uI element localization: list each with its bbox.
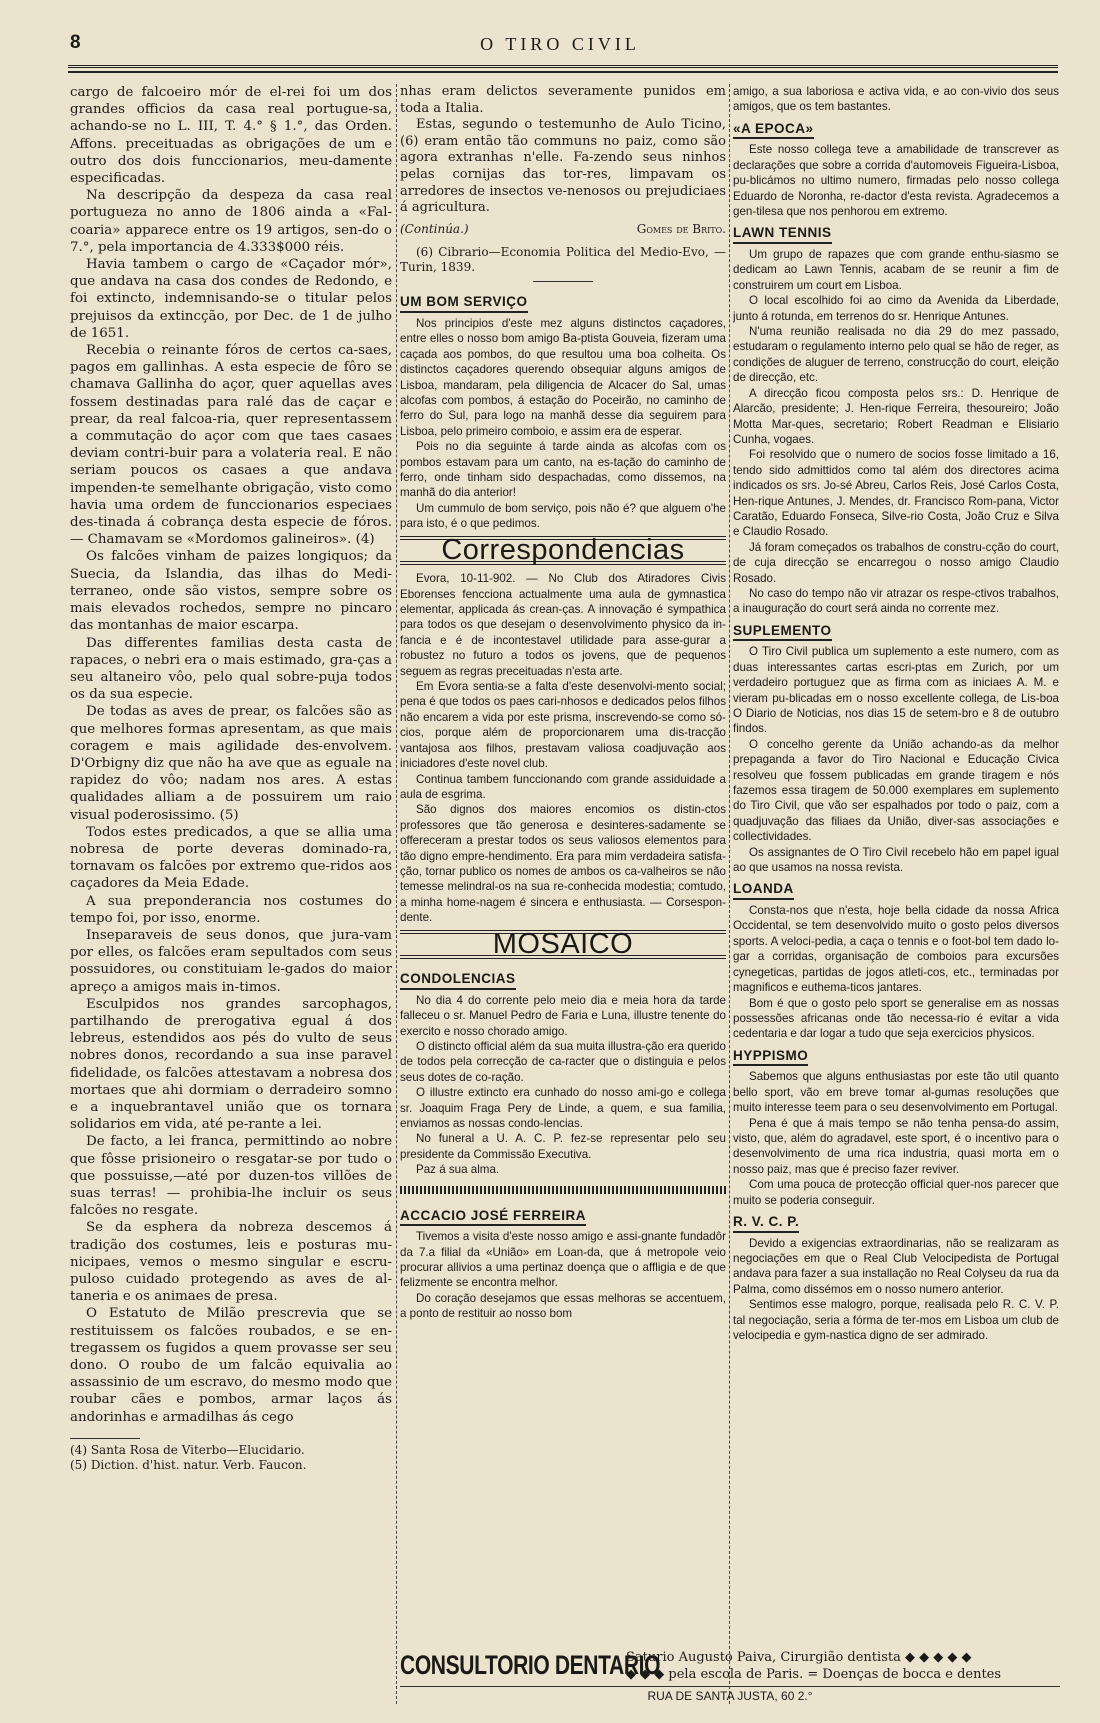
paragraph: Das differentes familias desta casta de rapaces, o nebri era o mais estimado, gra-ças a seu altaneiro vôo, pelo qual sobre-puja todos os da sua especie.: [70, 635, 392, 703]
paragraph: cargo de falcoeiro mór de el-rei foi um dos grandes officios da casa real portugue-sa, achando-se no L. III, T. 4.° § 1.°, das Orden. Affons. preceituadas as obrigações de um e outro dos dois funccionarios, meu-damente especificadas.: [70, 85, 392, 187]
paragraph: Consta-nos que n'esta, hoje bella cidade da nossa Africa Occidental, se tem desenvolvido muito o gosto pelos diversos sports. A veloci-pedia, a caça o tennis e o foot-bol tem dado lo-gar a corridas, organisação de comboios para excursões cynegeticas, partidas de jogos atleti-cos, etc., terminadas por magnificos e euthema-ticos jantares.: [733, 904, 1059, 995]
advert-title: CONSULTORIO DENTARIO: [400, 1650, 661, 1680]
paragraph: O distincto official além da sua muita illustra-ção era querido de todos pela correcção de ca-racter que o distinguia e pelos seus dotes de co-ração.: [400, 1039, 726, 1084]
paragraph: Pois no dia seguinte á tarde ainda as alcofas com os pombos estavam para um canto, na es-tação do caminho de ferro, onde tinham sido despachadas, como dissemos, na manhã do dia anterior!: [400, 440, 726, 500]
section-body: [733, 84, 1059, 115]
column-divider: [729, 84, 730, 1704]
section-heading: UM BOM SERVIÇO: [400, 294, 528, 313]
paragraph: Tivemos a visita d'este nosso amigo e assi-gnante fundadôr da 7.a filial da «União» em Loan-da, que á metropole veio procurar allivios a uma pertinaz doença que o affligia e de que felizmente se encontra melhor.: [400, 1230, 726, 1290]
advert-line: ◆ ◆ ◆ pela escola de Paris. = Doenças de bocca e dentes: [626, 1667, 1002, 1682]
paragraph: Na descripção da despeza da casa real portugueza no anno de 1806 ainda a «Fal-coaria» apparece entre os 19 artigos, sen-do o 7.°, pela importancia de 4.333$000 réis.: [70, 188, 392, 255]
paragraph: Recebia o reinante fóros de certos ca-saes, pagos em gallinhas. A esta especie de fôro se chamava Gallinha do açor, quer aquellas aves fossem destinadas para ralé das de caçar e prear, da real falcoa-ria, quer representassem a commutação do açor com que taes casaes deviam contri-buir para a volateria real. E não seriam poucos os casaes a que andava impenden-te semelhante obrigação, visto como havia uma ordem de funccionarios especiaes des-tinada á cobrança desta especie de fóros.— Chamavam se «Mordomos galineiros». (4): [70, 343, 392, 548]
paragraph: N'uma reunião realisada no dia 29 do mez passado, estudaram o regulamento interno pelo qual se hão de reger, as condições de aluguer de terreno, construcção do court, eleição de direcção, etc.: [733, 325, 1059, 385]
paragraph: Paz á sua alma.: [416, 1163, 500, 1177]
section-body: [733, 644, 1059, 875]
footnote: (5) Diction. d'hist. natur. Verb. Faucon.: [70, 1457, 307, 1472]
section-heading: CONDOLENCIAS: [400, 971, 516, 990]
section-body: [733, 247, 1059, 617]
column-1: [70, 84, 392, 1604]
header-rule: [68, 65, 1058, 73]
advert-address: RUA DE SANTA JUSTA, 60 2.°: [400, 1686, 1060, 1703]
paragraph: Sentimos esse malogro, porque, realisada pelo R. C. V. P. tal negociação, seria a fórma de ter-mos em Lisboa um club de velocipedia e gym-nastica digno de ser admirado.: [733, 1298, 1059, 1342]
paragraph: Havia tambem o cargo de «Caçador mór», que andava na casa dos condes de Redondo, e foi extincto, indemnisando-se o titular pelos prejuisos da extincção, por Dec. de 1 de julho de 1651.: [70, 257, 392, 341]
paragraph: A direcção ficou composta pelos srs.: D. Henrique de Alarcão, presidente; J. Hen-rique Ferreira, thesoureiro; João Motta Mar-ques, secretario; Robert Readman e Elisiario Cunha, vogaes.: [733, 386, 1059, 446]
paragraph: Evora, 10-11-902. — No Club dos Atiradores Civis Eborenses fencciona actualmente uma aula de gymnastica elementar, applicada ás crean-ças. A innovação é sympathica para todos os que desejam o desenvolvimento physico da in-fancia e é de incontestavel utilidade para asse-gurar a robustez no futuro a todos os jovens, que de pequenos seguem as regras preceituadas n'esta arte.: [400, 572, 726, 678]
section-body: [733, 1236, 1059, 1344]
paragraph: Bom é que o gosto pelo sport se generalise em as nossas possessões africanas onde tão necessa-rio é evitar a vida cedentaria e dar logar a tudo que seja exercicios physicos.: [733, 996, 1059, 1041]
column-3: [733, 84, 1059, 1594]
section-banner: MOSAICO: [400, 930, 726, 960]
section-body: [733, 142, 1059, 219]
paragraph: Estas, segundo o testemunho de Aulo Ticino, (6) eram então tão communs no paiz, como são agora extranhas n'elle. Fa-zendo seus ninhos pelas cornijas das tor-res, limpavam os arredores de insectos ve-nenosos ou prejudiciaes á agricultura.: [400, 117, 726, 216]
paragraph: Inseparaveis de seus donos, que jura-vam por elles, os falcões eram sepultados com seus possuidores, ou constituiam le-gados do maior apreço a amigos mais in-timos.: [70, 927, 392, 995]
section-body: [400, 1229, 726, 1321]
section-heading: SUPLEMENTO: [733, 623, 832, 642]
paragraph: Se da esphera da nobreza descemos á tradição dos costumes, leis e posturas mu-nicipaes, vemos o mesmo singular e escru-puloso cuidado protegendo as aves de al-taneria e os animaes de presa.: [70, 1220, 392, 1305]
section-heading: «A EPOCA»: [733, 121, 814, 140]
advert-line: Saturio Augusto Paiva, Cirurgião dentista ◆ ◆ ◆ ◆ ◆: [626, 1650, 972, 1665]
page-number: 8: [70, 32, 81, 53]
section-body: [733, 1069, 1059, 1208]
paragraph: Já foram começados os trabalhos de constru-cção do court, de cuja direcção se encarregou o nosso amigo Claudio Rosado.: [733, 540, 1059, 585]
paragraph: Continua tambem funccionando com grande assiduidade a aula de esgrima.: [400, 772, 726, 801]
section-body: [733, 903, 1059, 1042]
paragraph: O local escolhido foi ao cimo da Avenida da Liberdade, junto á rotunda, em terrenos do sr. Henrique Antunes.: [733, 294, 1059, 323]
column-2: [400, 84, 726, 1579]
separator: [400, 1186, 726, 1194]
paragraph: No funeral a U. A. C. P. fez-se representar pelo seu presidente da Commissão Executiva.: [400, 1132, 726, 1161]
footnote: (4) Santa Rosa de Viterbo—Elucidario.: [70, 1442, 305, 1457]
paragraph: Pena é que á mais tempo se não tenha pensa-do assim, visto, que, além do agradavel, este sport, é o incentivo para o desenvolvimento de uma rica industria, quasi morta em o nosso paiz, mas que é preciso fazer reviver.: [733, 1116, 1059, 1176]
paragraph: Com uma pouca de protecção official quer-nos parecer que muito se poderia conseguir.: [733, 1178, 1059, 1207]
column-divider: [396, 84, 397, 1704]
paragraph: Do coração desejamos que essas melhoras se accentuem, a ponto de restituir ao nosso bom: [400, 1291, 726, 1321]
paragraph: Devido a exigencias extraordinarias, não se realizaram as negociações em que o Real Club Velocipedista de Portugal andava para fazer a sua installação no Real Colyseu da rua da Palma, como dissémos em o nosso numero anterior.: [733, 1236, 1059, 1296]
section-heading: ACCACIO JOSÉ FERREIRA: [400, 1208, 586, 1227]
section-banner: Correspondencias: [400, 536, 726, 566]
paragraph: A sua preponderancia nos costumes do tempo foi, por isso, enorme.: [70, 893, 392, 926]
section-heading: LOANDA: [733, 881, 794, 900]
section-heading: HYPPISMO: [733, 1048, 808, 1067]
section-body: [400, 316, 726, 532]
section-body: [400, 571, 726, 925]
article-signature: [400, 221, 726, 238]
section-heading: R. V. C. P.: [733, 1214, 799, 1233]
paragraph: Um grupo de rapazes que com grande enthu-siasmo se dedicam ao Lawn Tennis, acabam de se reunir a fim de construirem um court em Lisboa.: [733, 248, 1059, 292]
paragraph: De todas as aves de prear, os falcões são as que melhores formas apresentam, as que mais coragem e mais agilidade des-envolvem. D'Orbigny diz que não ha ave que as eguale na rapidez do vôo; nadam nos ares. A estas qualidades alliam a de possuirem um raio visual poderosissimo. (5): [70, 704, 392, 823]
newspaper-title: O TIRO CIVIL: [480, 34, 640, 54]
paragraph: São dignos dos maiores encomios os distin-ctos professores que tão generosa e desinteres-sadamente se offereceram a prestar todos os seus valiosos elementos para tão digno empre-hendimento. Era para mim verdadeira satisfa-ção, tornar publico os nomes de ambos os ca-valheiros se não temesse melindral-os na sua re-conhecida modestia; comtudo, a minha home-nagem é sincera e enthusiasta. — Corsespon-dente.: [400, 803, 726, 925]
paragraph: Foi resolvido que o numero de socios fosse limitado a 16, tendo sido admittidos como tal além dos directores acima indicados os srs. Jo-sé Abreu, Carlos Reis, José Carlos Costa, Hen-rique Antunes, J. Mendes, dr. Francisco Rom-pana, Victor Caratão, Eduardo Fonseca, Silve-rio Costa, João Cruz e Silva e Claudio Rosado.: [733, 448, 1059, 539]
section-body: [400, 993, 726, 1178]
paragraph: O concelho gerente da União achando-as da melhor prepaganda a favor do Tiro Nacional e Educação Civica resolveu que fossem publicadas em grande tiragem e nós fazemos essa tiragem de 50.000 exemplares em suplemento do Tiro Civil, que vão ser espalhados por todo o paiz, com a quadjuvação das filiaes da União, diver-sas associações e collectividades.: [733, 737, 1059, 844]
paragraph: De facto, a lei franca, permittindo ao nobre que fôsse prisioneiro o resgatar-se por tudo o que possuisse,—até por duzen-tos villões de suas terras! — prohibia-lhe incluir os seus falcões no resgate.: [70, 1134, 392, 1219]
paragraph: Os assignantes de O Tiro Civil recebelo hão em papel igual ao que usamos na nossa revista.: [733, 845, 1059, 875]
paragraph: nhas eram delictos severamente punidos em toda a Italia.: [400, 84, 726, 116]
paragraph: No caso do tempo não vir atrazar os respe-ctivos trabalhos, a inauguração do court será ainda no corrente mez.: [733, 586, 1059, 616]
paragraph: Este nosso collega teve a amabilidade de transcrever as declarações que sobre a corrida d'automoveis Figueira-Lisboa, pu-blicámos no ultimo numero, firmadas pelo nosso collega Eduardo de Noronha, re-dactor d'esta revista. Agradecemos a gen-tilesa que nos penhorou em extremo.: [733, 143, 1059, 219]
paragraph: Em Evora sentia-se a falta d'este desenvolvi-mento social; pena é que todos os paes cari-nhosos e dedicados pelos filhos não encarem a vida por este prisma, inscrevendo-se como só-cios, porque além de proporcionarem uma dis-tracção vantajosa aos filhos, prestavam valiosa coadjuvação aos iniciadores d'este novel club.: [400, 680, 726, 771]
author-name: Gomes de Brito.: [636, 221, 726, 236]
paragraph: Os falcões vinham de paizes longiquos; da Suecia, da Islandia, das ilhas do Medi-terraneo, onde são vistos, sempre sobre os mais elevados rochedos, sempre no pincaro das montanhas de maior escarpa.: [70, 549, 392, 634]
page-header: [60, 30, 1060, 58]
paragraph: O Estatuto de Milão prescrevia que se restituissem os falcões roubados, e se en-tregassem os fugidos a quem provasse ser seu dono. O roubo de um falcão equivalia ao assassinio de um escravo, do mesmo modo que roubar cães e pombos, armar laços ás andorinhas e armadilhas ás cego: [70, 1306, 392, 1425]
footnotes: [70, 1443, 392, 1473]
footnote: (6) Cibrario—Economia Politica del Medio-Evo, —Turin, 1839.: [400, 245, 726, 275]
paragraph: Nos principios d'este mez alguns distinctos caçadores, entre elles o nosso bom amigo Ba-ptista Gouveia, fizeram uma caçada aos pombos, do que resultou uma boa colheita. Os distinctos caçadores querendo obsequiar alguns amigos de Lisboa, mandaram, pela diligencia de Alcacer do Sal, umas alcofas com pombos, á estação do Poceirão, no caminho de ferro do Sul, para logo na manhã desse dia seguirem para Lisboa, pelo primeiro comboio, e assim era de esperar.: [400, 316, 726, 438]
paragraph: No dia 4 do corrente pelo meio dia e meia hora da tarde falleceu o sr. Manuel Pedro de Faria e Luna, illustre tenente do exercito e nosso chorado amigo.: [400, 993, 726, 1038]
paragraph: Esculpidos nos grandes sarcophagos, partilhando de prerogativa egual á dos lebreus, estendidos aos pés do vulto de seus nobres donos, recordando a sua inse paravel fidelidade, os falcões attestavam a nobresa dos mortaes que ahi dormiam o derradeiro somno e a inquebrantavel união que os tornara solidarios em vida, até pe-rante a lei.: [70, 996, 392, 1133]
paragraph: Sabemos que alguns enthusiastas por este tão util quanto bello sport, vão em breve tomar al-gumas resoluções que muito interesse teem para o seu desenvolvimento em Portugal.: [733, 1070, 1059, 1115]
continua-note: (Continúa.): [400, 221, 469, 236]
paragraph: Todos estes predicados, a que se allia uma nobresa de porte deveras dominado-ra, tornavam os falcões por extremo que-ridos aos caçadores da Meia Edade.: [70, 824, 392, 892]
section-heading: LAWN TENNIS: [733, 225, 832, 244]
paragraph: O Tiro Civil publica um suplemento a este numero, com as duas interessantes cartas escri-ptas em Zurich, por um verdadeiro portuguez que as firma com as iniciaes A. M. e vieram pu-blicadas em o nosso excellente collega, de Lis-boa O Diario de Noticias, nos dias 15 de setem-bro e 8 de outubro findos.: [733, 645, 1059, 736]
dental-office-advert: [400, 1648, 1060, 1702]
separator: [533, 281, 593, 282]
paragraph: amigo, a sua laboriosa e activa vida, e ao con-vivio dos seus amigos, que os tem bastantes.: [733, 85, 1059, 114]
paragraph: Um cummulo de bom serviço, pois não é? que alguem o'he para isto, é o que pedimos.: [400, 501, 726, 531]
paragraph: O illustre extincto era cunhado do nosso ami-go e collega sr. Joaquim Fraga Pery de Linde, a quem, e sua familia, enviamos as nossas condo-lencias.: [400, 1086, 726, 1130]
